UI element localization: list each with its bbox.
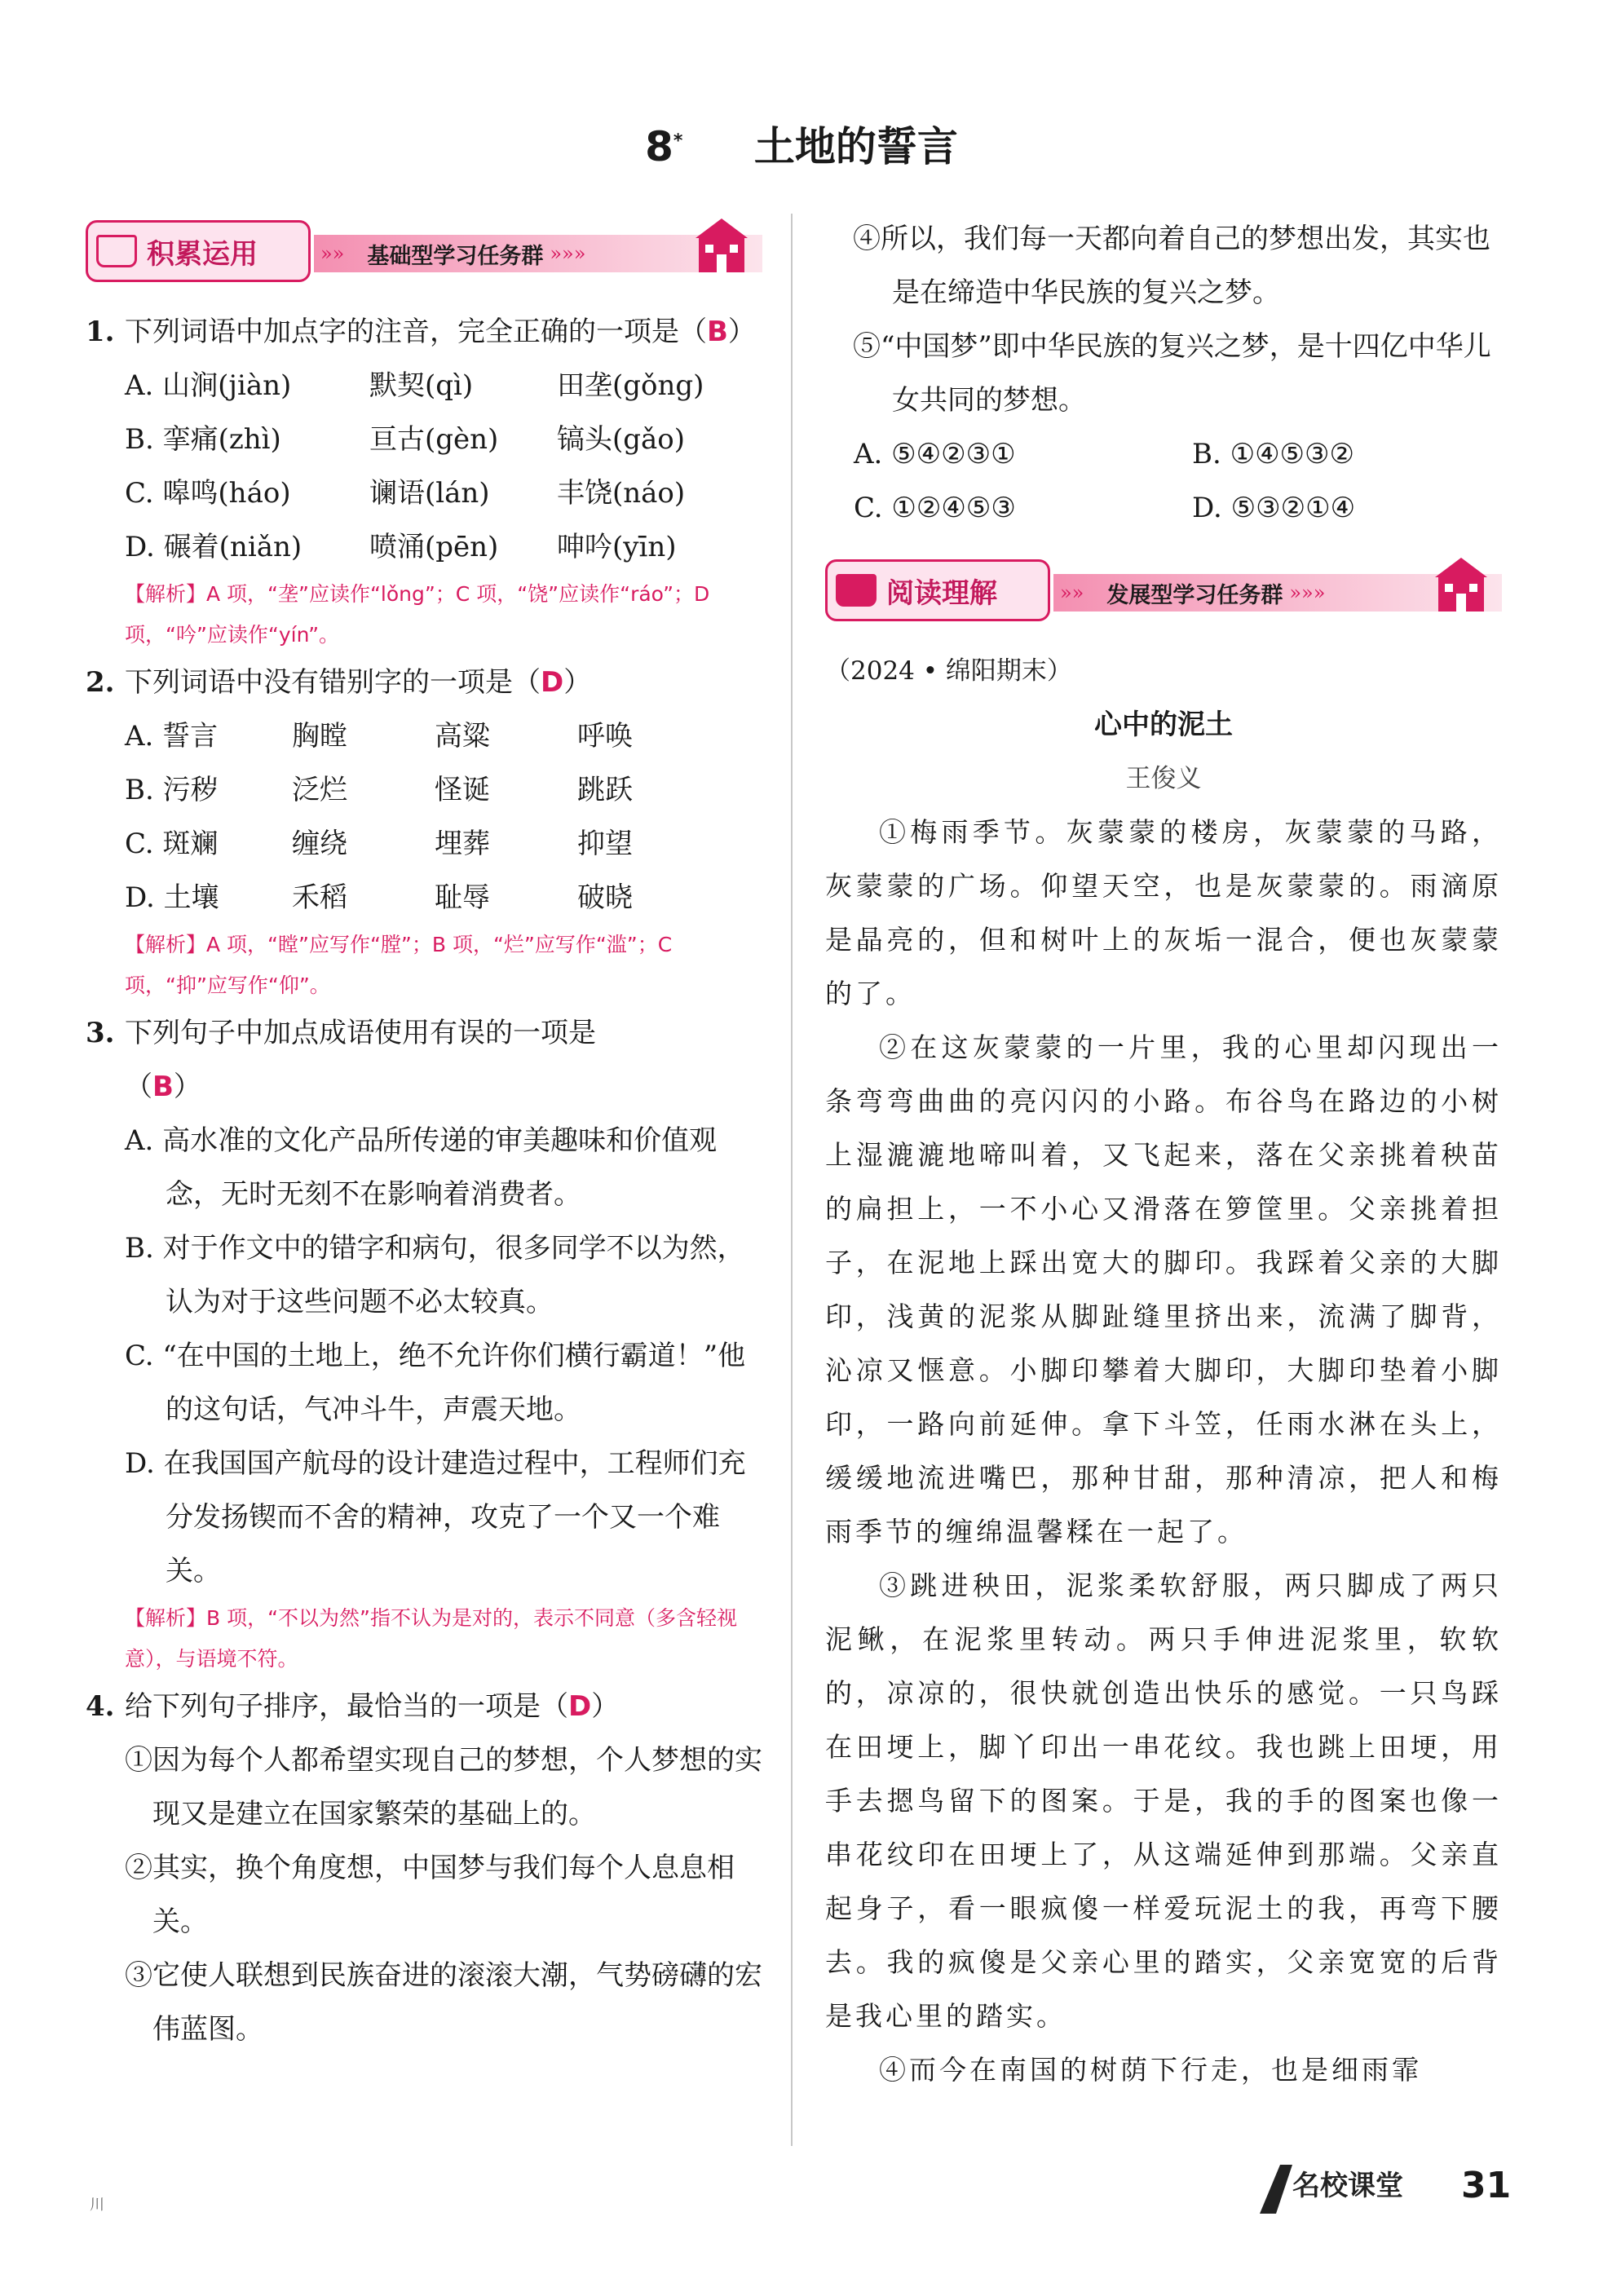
passage-title: 心中的泥土 bbox=[1094, 709, 1233, 741]
page-number: 31 bbox=[1461, 2165, 1512, 2206]
double-arrow-icon: »» bbox=[1060, 581, 1084, 604]
banner-subtitle: 发展型学习任务群 bbox=[1106, 582, 1283, 608]
passage-paragraph: ③跳进秧田，泥浆柔软舒服，两只脚成了两只泥鳅，在泥浆里转动。两只手伸进泥浆里，软软的，凉凉的，很快就创造出快乐的感觉。一只鸟踩在田埂上，脚丫印出一串花纹。我也跳上田埂，用手去摁鸟留下的图案。于是，我的手的图案也像一串花纹印在田埂上了，从这端延伸到那端。父亲直起身子，看一眼疯傻一样爱玩泥土的我，再弯下腰去。我的疯傻是父亲心里的踏实，父亲宽宽的后背是我心里的踏实。 bbox=[825, 1570, 1502, 2032]
option-row: A. 誓言 胸瞠 高粱 呼唤 bbox=[125, 720, 633, 753]
question-2: 2. 下列词语中没有错别字的一项是（D） A. 誓言 胸瞠 高粱 呼唤 B. 污秽 泛烂 怪诞 跳跃 C. 斑斓 缠绕 埋葬 抑望 D. 土壤 禾稻 耻辱 破晓 【解析】A 项，“瞠”应写作“膛”；B 项，“烂”应写作“滥”；C 项，“抑”应写作“仰”。 bbox=[86, 656, 762, 1006]
double-arrow-icon: »»» bbox=[1289, 581, 1326, 604]
sentence-item: ③它使人联想到民族奋进的滚滚大潮，气势磅礴的宏伟蓝图。 bbox=[125, 1959, 762, 2046]
option-line: C. “在中国的土地上，绝不允许你们横行霸道！”他的这句话，气冲斗牛，声震天地。 bbox=[125, 1340, 746, 1426]
passage-paragraph: ④而今在南国的树荫下行走，也是细雨霏 bbox=[879, 2054, 1422, 2086]
lesson-title bbox=[0, 114, 1603, 173]
question-3: 3. 下列句子中加点成语使用有误的一项是 （B） A. 高水准的文化产品所传递的审美趣味和价值观念，无时无刻不在影响着消费者。 B. 对于作文中的错字和病句，很多同学不以为然，认为对于这些问题不必太较真。 C. “在中国的土地上，绝不允许你们横行霸道！”他的这句话，气冲斗牛，声震天地。 D. 在我国国产航母的设计建造过程中，工程师们充分发扬锲而不舍的精神，攻克了一个又一个难关。 【解析】B 项，“不以为然”指不认为是对的，表示不同意（多含轻视意），与语境不符。 bbox=[86, 1006, 762, 1680]
analysis-note: 【解析】A 项，“瞠”应写作“膛”；B 项，“烂”应写作“滥”；C 项，“抑”应写作“仰”。 bbox=[125, 933, 673, 997]
option-row: A. ⑤④②③① B. ①④⑤③② bbox=[854, 438, 1355, 470]
banner-subtitle: 基础型学习任务群 bbox=[367, 243, 544, 269]
sentence-item: ④所以，我们每一天都向着自己的梦想出发，其实也是在缔造中华民族的复兴之梦。 bbox=[853, 223, 1490, 309]
left-column bbox=[86, 212, 762, 2056]
double-arrow-icon: »» bbox=[320, 242, 345, 265]
svg-text:名校课堂: 名校课堂 bbox=[1292, 2170, 1403, 2202]
lesson-title-text: 土地的誓言 bbox=[753, 123, 958, 170]
answer: D bbox=[541, 666, 564, 699]
answer: D bbox=[568, 1690, 592, 1723]
passage-source: （2024 • 绵阳期末） bbox=[825, 656, 1072, 686]
school-icon bbox=[689, 212, 754, 277]
option-row: B. 污秽 泛烂 怪诞 跳跃 bbox=[125, 774, 633, 806]
option-line: B. 对于作文中的错字和病句，很多同学不以为然，认为对于这些问题不必太较真。 bbox=[125, 1232, 745, 1318]
question-number: 1. bbox=[86, 316, 115, 348]
question-stem: 给下列句子排序，最恰当的一项是（ bbox=[125, 1690, 568, 1723]
question-stem: 下列句子中加点成语使用有误的一项是 bbox=[125, 1017, 596, 1049]
banner-pill bbox=[825, 559, 1050, 621]
banner-label: 阅读理解 bbox=[886, 576, 997, 610]
right-column bbox=[825, 212, 1502, 2097]
option-row: B. 挛痛(zhì) 亘古(gèn) 镐头(gǎo) bbox=[125, 423, 686, 456]
passage-paragraph: ①梅雨季节。灰蒙蒙的楼房，灰蒙蒙的马路，灰蒙蒙的广场。仰望天空，也是灰蒙蒙的。雨滴原是晶亮的，但和树叶上的灰垢一混合，便也灰蒙蒙的了。 bbox=[825, 816, 1502, 1009]
banner-label: 积累运用 bbox=[147, 237, 258, 271]
sentence-item: ②其实，换个角度想，中国梦与我们每个人息息相关。 bbox=[125, 1852, 735, 1938]
banner-pill bbox=[86, 220, 311, 282]
section-banner-reading bbox=[825, 551, 1502, 625]
question-4-continued bbox=[825, 212, 1502, 535]
region-mark: 川 bbox=[90, 2197, 104, 2214]
question-number: 4. bbox=[86, 1690, 115, 1723]
book-icon bbox=[836, 574, 877, 607]
option-row: D. 土壤 禾稻 耻辱 破晓 bbox=[125, 881, 633, 914]
question-1: 1. 下列词语中加点字的注音，完全正确的一项是（B） A. 山涧(jiàn) 默契(qì) 田垄(gǒng) B. 挛痛(zhì) 亘古(gèn) 镐头(gǎo) C. 嗥鸣(háo) 谰语(lán) 丰饶(náo) D. 碾着(niǎn) 喷涌(pēn) 呻吟(yīn) 【解析】A 项，“垄”应读作“lǒng”；C 项，“饶”应读作“ráo”；D 项，“吟”应读作“yín”。 bbox=[86, 305, 762, 656]
passage-paragraph: ②在这灰蒙蒙的一片里，我的心里却闪现出一条弯弯曲曲的亮闪闪的小路。布谷鸟在路边的小树上湿漉漉地啼叫着，又飞起来，落在父亲挑着秧苗的扁担上，一不小心又滑落在箩筐里。父亲挑着担子，在泥地上踩出宽大的脚印。我踩着父亲的大脚印，浅黄的泥浆从脚趾缝里挤出来，流满了脚背，沁凉又惬意。小脚印攀着大脚印，大脚印垫着小脚印，一路向前延伸。拿下斗笠，任雨水淋在头上，缓缓地流进嘴巴，那种甘甜，那种清凉，把人和梅雨季节的缠绵温馨糅在一起了。 bbox=[825, 1031, 1502, 1548]
question-4: 4. 给下列句子排序，最恰当的一项是（D） ①因为每个人都希望实现自己的梦想，个人梦想的实现又是建立在国家繁荣的基础上的。 ②其实，换个角度想，中国梦与我们每个人息息相关。 ③它使人联想到民族奋进的滚滚大潮，气势磅礴的宏伟蓝图。 bbox=[86, 1680, 762, 2056]
option-row: A. 山涧(jiàn) 默契(qì) 田垄(gǒng) bbox=[125, 369, 704, 402]
question-number: 3. bbox=[86, 1017, 115, 1049]
analysis-note: 【解析】A 项，“垄”应读作“lǒng”；C 项，“饶”应读作“ráo”；D 项，“吟”应读作“yín”。 bbox=[125, 582, 710, 647]
question-stem: 下列词语中加点字的注音，完全正确的一项是（ bbox=[125, 316, 707, 348]
passage-author: 王俊义 bbox=[1125, 764, 1202, 793]
book-icon bbox=[96, 235, 137, 267]
option-row: D. 碾着(niǎn) 喷涌(pēn) 呻吟(yīn) bbox=[125, 531, 677, 563]
lesson-number: 8* bbox=[645, 123, 683, 170]
analysis-note: 【解析】B 项，“不以为然”指不认为是对的，表示不同意（多含轻视意），与语境不符。 bbox=[125, 1606, 738, 1671]
publisher-logo bbox=[1256, 2161, 1443, 2218]
answer: B bbox=[152, 1071, 174, 1103]
option-line: D. 在我国国产航母的设计建造过程中，工程师们充分发扬锲而不舍的精神，攻克了一个又一个难关。 bbox=[125, 1447, 746, 1587]
school-icon bbox=[1429, 551, 1494, 616]
option-row: C. 斑斓 缠绕 埋葬 抑望 bbox=[125, 828, 633, 860]
option-row: C. ①②④⑤③ D. ⑤③②①④ bbox=[854, 492, 1356, 524]
question-number: 2. bbox=[86, 666, 115, 699]
sentence-item: ①因为每个人都希望实现自己的梦想，个人梦想的实现又是建立在国家繁荣的基础上的。 bbox=[125, 1744, 762, 1830]
option-row: C. 嗥鸣(háo) 谰语(lán) 丰饶(náo) bbox=[125, 477, 686, 510]
section-banner-accumulation bbox=[86, 212, 762, 285]
double-arrow-icon: »»» bbox=[550, 242, 586, 265]
question-stem: 下列词语中没有错别字的一项是（ bbox=[125, 666, 541, 699]
sentence-item: ⑤“中国梦”即中华民族的复兴之梦，是十四亿中华儿女共同的梦想。 bbox=[853, 330, 1491, 417]
answer: B bbox=[707, 316, 728, 348]
column-divider bbox=[791, 214, 793, 2146]
option-line: A. 高水准的文化产品所传递的审美趣味和价值观念，无时无刻不在影响着消费者。 bbox=[125, 1124, 718, 1211]
